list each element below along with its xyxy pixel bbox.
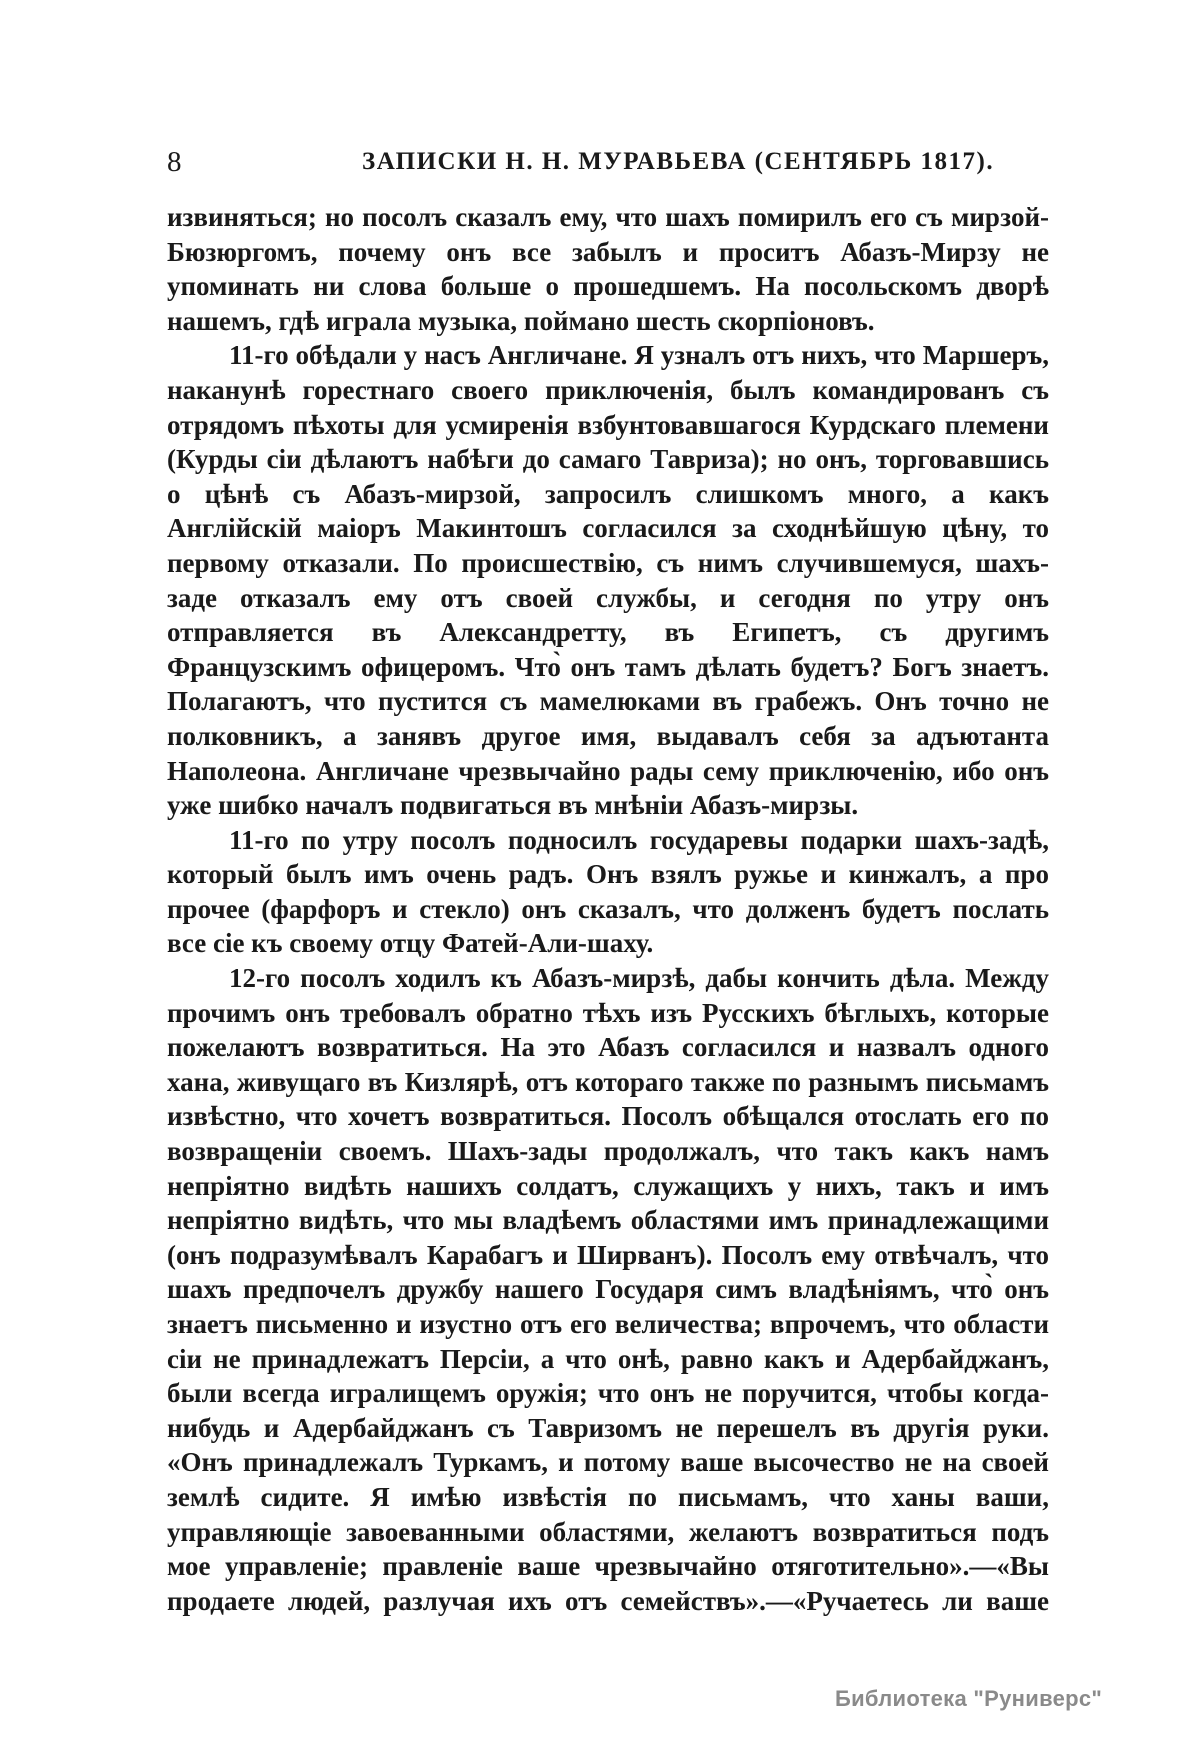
running-head: ЗАПИСКИ Н. Н. МУРАВЬЕВА (СЕНТЯБРЬ 1817). bbox=[362, 148, 995, 175]
page-header bbox=[167, 142, 1051, 182]
library-watermark: Библиотека "Руниверс" bbox=[835, 1686, 1103, 1711]
paragraph-11-dinner: 11-го обѣдали у насъ Англичане. Я узналъ отъ нихъ, что Маршеръ, наканунѣ горестнаго своего приключенія, былъ командированъ съ отрядомъ пѣхоты для усмиренія взбунтовавшагося Курдскаго племени (Курды сіи дѣлаютъ набѣги до самаго Тавриза); но онъ, торговавшись о цѣнѣ съ Абазъ-мирзой, запросилъ слишкомъ много, а какъ Англійскій маіоръ Макинтошъ согласился за сходнѣйшую цѣну, то первому отказали. По происшествію, съ нимъ случившемуся, шахъ-заде отказалъ ему отъ своей службы, и сегодня по утру онъ отправляется въ Александретту, въ Египетъ, съ другимъ Французскимъ офицеромъ. Что̀ онъ тамъ дѣлать будетъ? Богъ знаетъ. Полагаютъ, что пустится съ мамелюками въ грабежъ. Онъ точно не полковникъ, а занявъ другое имя, выдавалъ себя за адъютанта Наполеона. Англичане чрезвычайно рады сему приключенію, ибо онъ уже шибко началъ подвигаться въ мнѣніи Абазъ-мирзы. bbox=[167, 340, 1049, 821]
body-text bbox=[167, 200, 1049, 1618]
page-number: 8 bbox=[167, 146, 182, 178]
paragraph-continuation: извиняться; но посолъ сказалъ ему, что шахъ помирилъ его съ мирзой-Бюзюргомъ, почему онъ все забылъ и проситъ Абазъ-Мирзу не упоминать ни слова больше о прошедшемъ. На посольскомъ дворѣ нашемъ, гдѣ играла музыка, поймано шесть скорпіоновъ. bbox=[167, 202, 1049, 336]
paragraph-12-audience: 12-го посолъ ходилъ къ Абазъ-мирзѣ, дабы кончить дѣла. Между прочимъ онъ требовалъ обратно тѣхъ изъ Русскихъ бѣглыхъ, которые пожелаютъ возвратиться. На это Абазъ согласился и назвалъ одного хана, живущаго въ Кизлярѣ, отъ котораго также по разнымъ письмамъ извѣстно, что хочетъ возвратиться. Посолъ обѣщался отослать его по возвращеніи своемъ. Шахъ-зады продолжалъ, что такъ какъ намъ непріятно видѣть нашихъ солдатъ, служащихъ у нихъ, такъ и имъ непріятно видѣть, что мы владѣемъ областями имъ принадлежащими (онъ подразумѣвалъ Карабагъ и Ширванъ). Посолъ ему отвѣчалъ, что шахъ предпочелъ дружбу нашего Государя симъ владѣніямъ, что̀ онъ знаетъ письменно и изустно отъ его величества; впрочемъ, что области сіи не принадлежатъ Персіи, а что онѣ, равно какъ и Адербайджанъ, были всегда игралищемъ оружія; что онъ не поручится, чтобы когда-нибудь и Адербайджанъ съ Тавризомъ не перешелъ въ другія руки. «Онъ принадлежалъ Туркамъ, и потому ваше высочество не на своей землѣ сидите. Я имѣю извѣстія по письмамъ, что ханы ваши, управляющіе завоеванными областями, желаютъ возвратиться подъ мое управленіе; правленіе ваше чрезвычайно отяготительно».—«Вы продаете людей, разлучая ихъ отъ семействъ».—«Ручаетесь ли ваше bbox=[167, 963, 1049, 1616]
paragraph-11-gifts: 11-го по утру посолъ подносилъ государевы подарки шахъ-задѣ, который былъ имъ очень радъ. Онъ взялъ ружье и кинжалъ, а про прочее (фарфоръ и стекло) онъ сказалъ, что долженъ будетъ послать все сіе къ своему отцу Фатей-Али-шаху. bbox=[167, 824, 1049, 959]
